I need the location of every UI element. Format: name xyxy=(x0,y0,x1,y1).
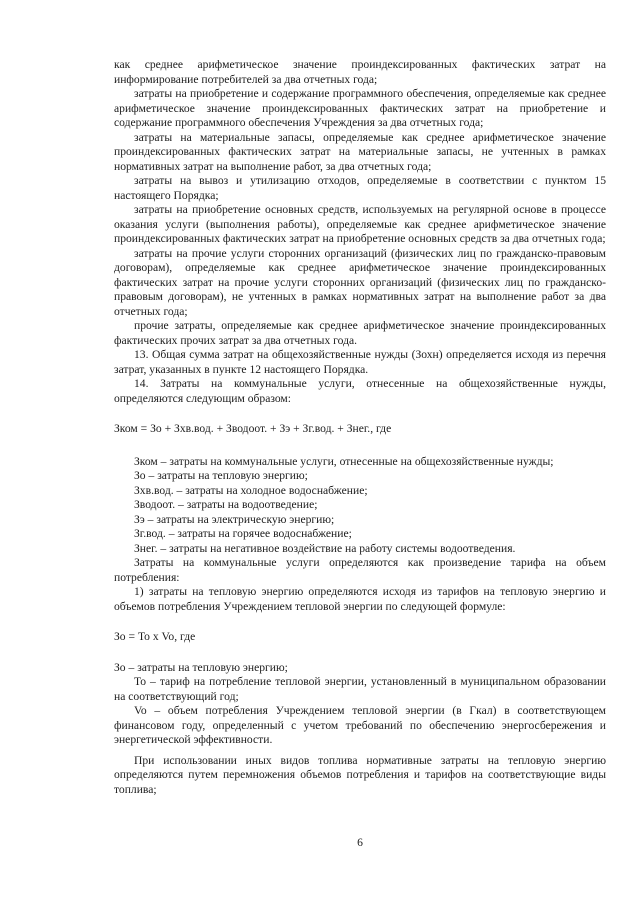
paragraph-item-14: 14. Затраты на коммунальные услуги, отнесенные на общехозяйственные нужды, определяются следующим образом: xyxy=(114,377,606,405)
paragraph-fixed-assets-costs: затраты на приобретение основных средств, используемых на регулярной основе в процессе оказания услуги (выполнения работы), определяемые как среднее арифметическое значение проиндексированных фактических затрат на приобретение основных средств за два отчетных года; xyxy=(114,203,606,245)
definitions-list xyxy=(114,455,606,557)
page-number: 6 xyxy=(357,836,363,849)
paragraph-information-costs: как среднее арифметическое значение проиндексированных фактических затрат на информирование потребителей за два отчетных года; xyxy=(114,58,606,86)
definition-item: Зком – затраты на коммунальные услуги, отнесенные на общехозяйственные нужды; xyxy=(134,454,554,468)
paragraph-waste-costs: затраты на вывоз и утилизацию отходов, определяемые в соответствии с пунктом 15 настоящего Порядка; xyxy=(114,174,606,202)
heat-definition-vo: Vo – объем потребления Учреждением тепловой энергии (в Гкал) в соответствующем финансовом году, определенный с учетом требований по обеспечению энергосбережения и энергетической эффективности. xyxy=(114,704,606,746)
definition-item: Зо – затраты на тепловую энергию; xyxy=(134,469,308,482)
definition-item: Зг.вод. – затраты на горячее водоснабжение; xyxy=(134,527,352,540)
paragraph-heat-energy: 1) затраты на тепловую энергию определяются исходя из тарифов на тепловую энергию и объемов потребления Учреждением тепловой энергии по следующей формуле: xyxy=(114,585,606,613)
paragraph-material-costs: затраты на материальные запасы, определяемые как среднее арифметическое значение проиндексированных фактических затрат на материальные запасы, не учтенных в рамках нормативных затрат на выполнение работ, за два отчетных года; xyxy=(114,130,606,173)
paragraph-software-costs: затраты на приобретение и содержание программного обеспечения, определяемые как среднее арифметическое значение проиндексированных фактических затрат на приобретение и содержание программного обеспечения Учреждения за два отчетных года; xyxy=(114,87,606,129)
definition-item: Зводоот. – затраты на водоотведение; xyxy=(134,498,318,511)
definition-item: Зхв.вод. – затраты на холодное водоснабжение; xyxy=(134,483,368,497)
definition-item: Зэ – затраты на электрическую энергию; xyxy=(134,512,335,526)
heat-definition-to: То – тариф на потребление тепловой энергии, установленный в муниципальном образовании на соответствующий год; xyxy=(114,675,606,703)
formula-heat: Зо = То х Vo, где xyxy=(114,630,196,643)
paragraph-other-fuels: При использовании иных видов топлива нормативные затраты на тепловую энергию определяются путем перемножения объемов потребления и тарифов на соответствующие виды топлива; xyxy=(114,753,606,796)
formula-utilities: Зком = Зо + Зхв.вод. + Зводоот. + Зэ + Зг.вод. + Знег., где xyxy=(114,422,392,435)
heat-definition-zo: Зо – затраты на тепловую энергию; xyxy=(114,660,288,674)
paragraph-other-services-costs: затраты на прочие услуги сторонних организаций (физических лиц по гражданско-правовым договорам), определяемые как среднее арифметическое значение проиндексированных фактических затрат на прочие услуги сторонних организаций (физических лиц по гражданско-правовым договорам), не учтенных в рамках нормативных затрат на выполнение работ за два отчетных года; xyxy=(114,246,606,318)
paragraph-utilities-tariff: Затраты на коммунальные услуги определяются как произведение тарифа на объем потребления: xyxy=(114,556,606,584)
definition-item: Знег. – затраты на негативное воздействие на работу системы водоотведения. xyxy=(134,541,516,555)
paragraph-other-costs: прочие затраты, определяемые как среднее арифметическое значение проиндексированных фактических прочих затрат за два отчетных года. xyxy=(114,319,606,347)
paragraph-item-13: 13. Общая сумма затрат на общехозяйственные нужды (Зохн) определяется исходя из перечня затрат, указанных в пункте 12 настоящего Порядка. xyxy=(114,348,606,376)
